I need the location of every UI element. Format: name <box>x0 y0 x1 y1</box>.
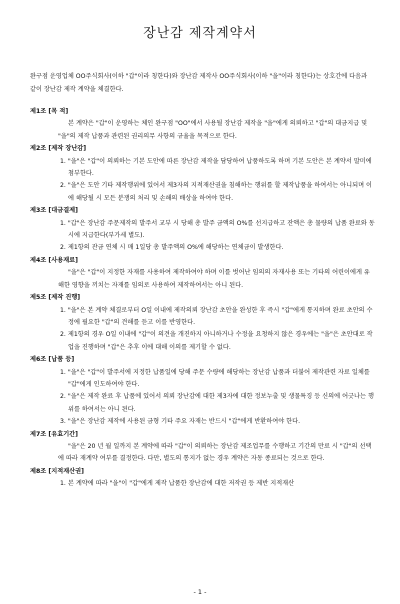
article-item: 1. "을"은 본 계약 체결로부터 O일 이내에 제작의뢰 장난감 초안을 완성한 후 즉시 "갑"에게 통지하며 완료 초안의 수정에 필요한 "갑"의 견해를 듣고 이를 반영한다. <box>60 306 373 326</box>
article <box>30 205 375 255</box>
article-title: 제2조 [제작 장난감] <box>30 145 87 153</box>
article <box>30 354 375 428</box>
articles-body <box>30 106 375 491</box>
article <box>30 255 375 292</box>
article-item: 1. 본 계약에 따라 "을"이 "갑"에게 제작 납품한 장난감에 대한 저작권 등 제반 지적재산 <box>60 480 295 488</box>
document-title: 장난감 제작계약서 <box>143 26 257 41</box>
article-paragraph: "을"은 20 년 월 일까지 본 계약에 따라 "갑"이 의뢰하는 장난감 제조업무를 수행하고 기간의 만료 시 "갑"의 선택에 따라 재계약 여부를 결정한다. 다만, 별도의 통지가 없는 경우 계약은 자동 종료되는 것으로 한다. <box>58 442 372 463</box>
article-item: 2. 제1항의 잔금 연체 시 매 1일당 총 발주액의 O%에 해당하는 연체금이 발생한다. <box>60 244 284 252</box>
article-item: 2. "을"은 도안 기타 제작행위에 있어서 제3자의 지적재산권을 침해하는 행위를 할 제작납품을 하여서는 아니되며 이에 해당될 시 모든 분쟁의 처리 및 손해의 배상을 하여야 한다. <box>60 182 373 202</box>
article-title: 제8조 [지적재산권] <box>30 467 84 475</box>
article-item: 3. "을"은 장난감 제작에 사용된 금형 기타 주요 자재는 반드시 "갑"에게 반환하여야 한다. <box>60 418 301 426</box>
page-number: - 1 - <box>193 588 207 596</box>
article-paragraph: "을"은 "갑"이 지정한 자재를 사용하여 제작하여야 하며 이를 벗어난 임의의 자재사용 또는 기타의 어린이에게 유해한 영향을 끼치는 자재를 임의로 사용하여 제작하여서는 아니 된다. <box>58 269 370 289</box>
article-item: 2. "을"은 제작 완료 후 납품에 있어서 의뢰 장난감에 대한 제3자에 대한 정보누출 및 생물특징 등 신의에 어긋나는 행위를 하여서는 아니 된다. <box>60 393 374 413</box>
article <box>30 466 375 491</box>
article-item: 2. 제1항의 경우 O일 이내에 "갑"이 의견을 개진하지 아니하거나 수정을 요청하지 않은 경우에는 "을"은 초안대로 작업을 진행하며 "갑"은 추후 이에 대해 이의를 제기할 수 없다. <box>60 331 373 351</box>
article-item: 1. "을"은 "갑"이 발주서에 지정한 납품일에 당해 주문 수량에 해당하는 장난감 납품과 더불어 제작관련 자료 일체를 "갑"에게 인도하여야 한다. <box>60 368 370 388</box>
article <box>30 429 375 466</box>
article-title: 제4조 [사용재료] <box>30 256 78 264</box>
article-item: 1. "을"은 "갑"이 의뢰하는 기본 도안에 따른 장난감 제작을 담당하여 납품하도록 하며 기본 도안은 본 계약서 말미에 첨부한다. <box>60 157 372 178</box>
article-paragraph: 본 계약은 "갑"이 운영하는 체인 완구점 "OO"에서 사용될 장난감 제작을 "을"에게 의뢰하고 "갑"의 대금지급 및 "을"의 제작 납품과 관련된 권리의무 사항의 규율을 목적으로 한다. <box>58 120 368 140</box>
intro-paragraph: 완구점 운영업체 OO주식회사(이하 "갑"이라 칭한다)와 장난감 제작사 OO주식회사(이하 "을"이라 칭한다)는 상호간에 다음과 같이 장난감 제작 계약을 체결한다. <box>30 73 368 93</box>
article-title: 제5조 [제작 진행] <box>30 294 81 302</box>
article-title: 제3조 [대금결제] <box>30 207 78 215</box>
article-title: 제6조 [납품 등] <box>30 356 75 364</box>
article <box>30 292 375 354</box>
article <box>30 143 375 205</box>
article-title: 제1조 [목 적] <box>30 108 69 115</box>
article-item: 1. "갑"은 장난감 주문제작의 발주서 교부 시 당해 총 발주 금액의 O%를 선지급하고 잔액은 총 물량의 납품 완료와 동시에 지급한다(부가세 별도). <box>60 219 375 240</box>
article-title: 제7조 [유효기간] <box>30 430 78 438</box>
article <box>30 106 375 143</box>
